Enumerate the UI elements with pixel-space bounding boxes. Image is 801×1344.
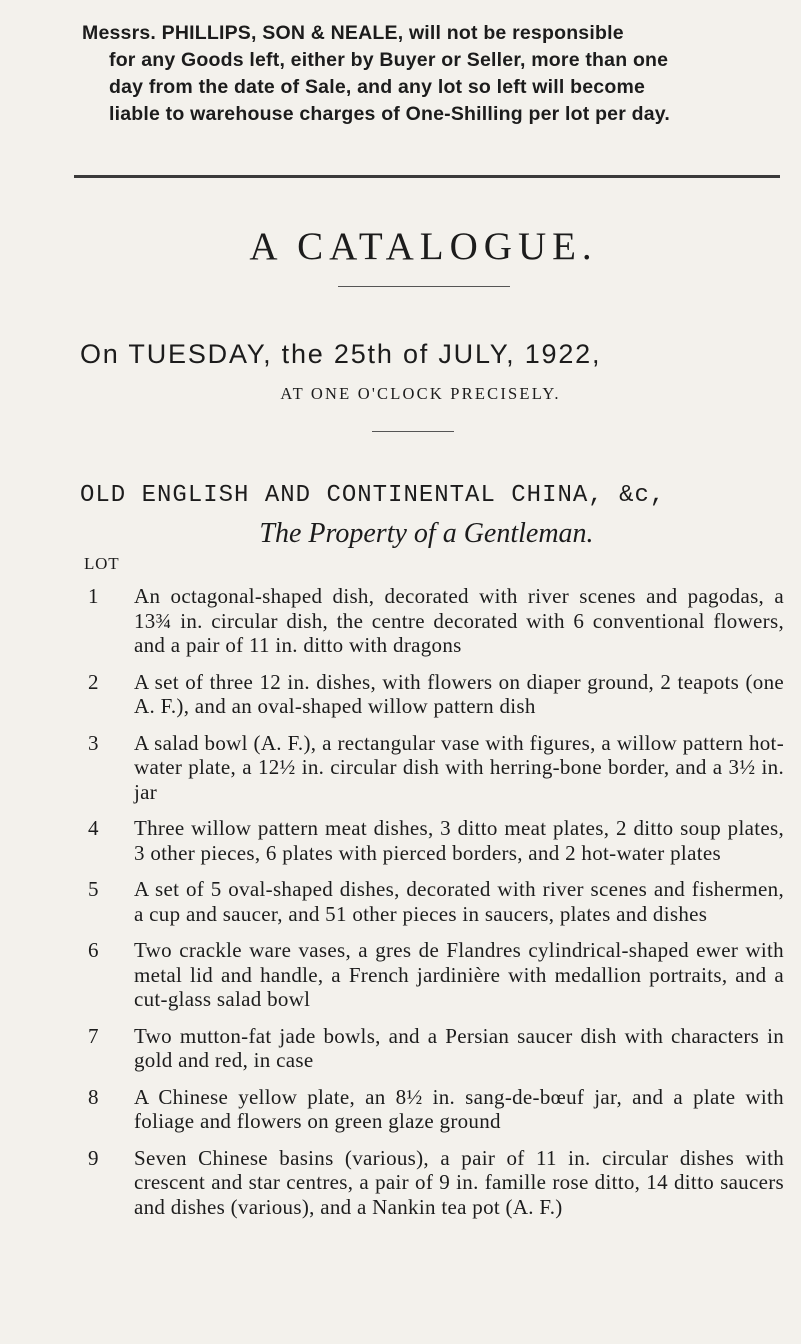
lot-entry (84, 1024, 784, 1073)
notice-line: Messrs. PHILLIPS, SON & NEALE, will not be responsible (82, 22, 624, 44)
lot-entry (84, 816, 784, 865)
notice-line: for any Goods left, either by Buyer or Seller, more than one (109, 49, 669, 71)
lot-number: 1 (88, 584, 99, 608)
lot-number: 9 (88, 1145, 99, 1170)
warehouse-notice (82, 20, 782, 128)
lot-number: 7 (88, 1023, 99, 1048)
lot-description: A set of 5 oval-shaped dishes, decorated with river scenes and fishermen, a cup and saucer, and 51 other pieces in saucers, plates and dishes (134, 877, 784, 926)
title-underline (338, 286, 510, 287)
lot-entry (84, 1146, 784, 1220)
lot-number: 8 (88, 1084, 99, 1109)
lot-entry (84, 877, 784, 926)
notice-line: day from the date of Sale, and any lot so left will become (109, 76, 646, 98)
lot-description: A set of three 12 in. dishes, with flowers on diaper ground, 2 teapots (one A. F.), and an oval-shaped willow pattern dish (134, 669, 784, 718)
lot-description: Seven Chinese basins (various), a pair of 11 in. circular dishes with crescent and star centres, a pair of 9 in. famille rose ditto, 14 ditto saucers and dishes (various), and a Nankin tea pot (A. F.) (134, 1145, 784, 1219)
lot-list (84, 584, 784, 1231)
lot-entry (84, 1085, 784, 1134)
sale-time: AT ONE O'CLOCK PRECISELY. (280, 384, 561, 403)
lot-description: An octagonal-shaped dish, decorated with river scenes and pagodas, a 13¾ in. circular dish, the centre decorated with 6 conventional flowers, and a pair of 11 in. ditto with dragons (134, 584, 784, 657)
lot-description: A salad bowl (A. F.), a rectangular vase with figures, a willow pattern hot-water plate, a 12½ in. circular dish with herring-bone border, and a 3½ in. jar (134, 730, 784, 804)
provenance-line: The Property of a Gentleman. (259, 518, 594, 549)
lot-number: 4 (88, 816, 99, 840)
lot-description: Two mutton-fat jade bowls, and a Persian saucer dish with characters in gold and red, in case (134, 1023, 784, 1072)
lot-description: A Chinese yellow plate, an 8½ in. sang-de-bœuf jar, and a plate with foliage and flowers on green glaze ground (134, 1084, 784, 1133)
lot-number: 6 (88, 938, 99, 962)
lot-entry (84, 670, 784, 719)
lot-number: 3 (88, 730, 99, 755)
lot-number: 2 (88, 669, 99, 694)
divider-rule (74, 175, 780, 178)
notice-line: liable to warehouse charges of One-Shilling per lot per day. (109, 103, 670, 125)
catalogue-title: A CATALOGUE. (249, 225, 598, 268)
short-divider (372, 431, 454, 432)
lot-entry (84, 584, 784, 658)
lot-entry (84, 938, 784, 1012)
sale-date: On TUESDAY, the 25th of JULY, 1922, (80, 339, 602, 369)
section-title: OLD ENGLISH AND CONTINENTAL CHINA, &c, (80, 482, 666, 509)
lot-number: 5 (88, 877, 99, 901)
lot-description: Two crackle ware vases, a gres de Flandres cylindrical-shaped ewer with metal lid and handle, a French jardinière with medallion portraits, and a cut-glass salad bowl (134, 938, 784, 1011)
lot-description: Three willow pattern meat dishes, 3 ditto meat plates, 2 ditto soup plates, 3 other pieces, 6 plates with pierced borders, and 2 hot-water plates (134, 816, 784, 865)
lot-entry (84, 731, 784, 805)
lot-column-heading: LOT (84, 554, 120, 573)
